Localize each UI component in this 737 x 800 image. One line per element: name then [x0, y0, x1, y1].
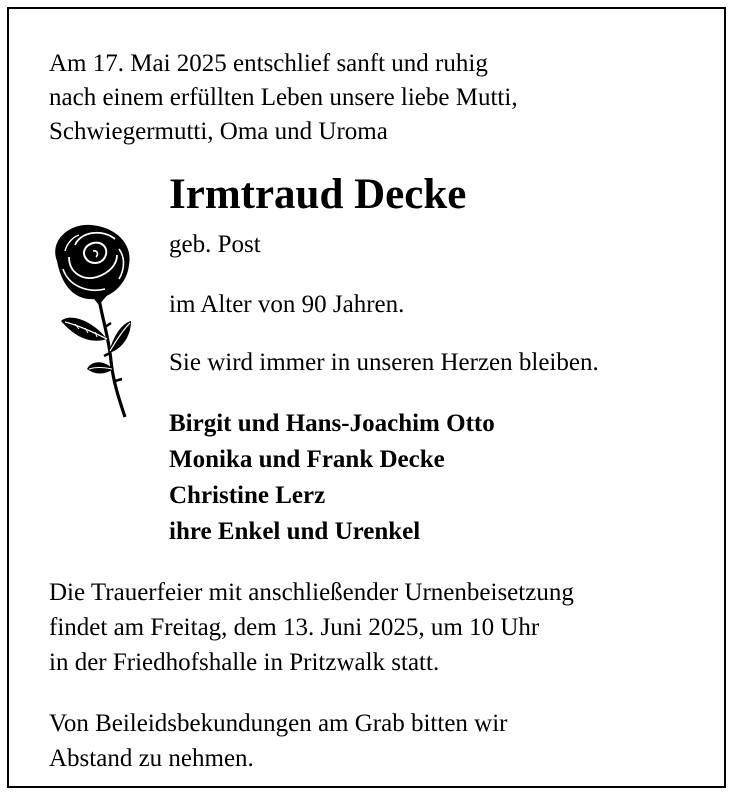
age-line: im Alter von 90 Jahren. [169, 291, 405, 318]
ceremony-line: in der Friedhofshalle in Pritzwalk statt. [49, 649, 440, 676]
ceremony-text [49, 575, 574, 680]
mourner-entry: Christine Lerz [169, 482, 326, 509]
mourner-entry: Birgit und Hans-Joachim Otto [169, 410, 495, 437]
request-text [49, 706, 507, 776]
birth-name: geb. Post [169, 231, 261, 258]
request-line: Abstand zu nehmen. [49, 745, 254, 772]
mourner-entry: Monika und Frank Decke [169, 446, 445, 473]
intro-line: Am 17. Mai 2025 entschlief sanft und ruhig [49, 50, 488, 77]
memorial-quote: Sie wird immer in unseren Herzen bleiben. [169, 349, 599, 376]
mourner-entry: ihre Enkel und Urenkel [169, 518, 421, 545]
intro-text [49, 47, 518, 149]
mourners-list [169, 406, 495, 550]
obituary-frame [7, 7, 726, 788]
ceremony-line: findet am Freitag, dem 13. Juni 2025, um 10 Uhr [49, 614, 540, 641]
intro-line: nach einem erfüllten Leben unsere liebe Mutti, [49, 84, 518, 111]
deceased-name: Irmtraud Decke [169, 171, 467, 218]
ceremony-line: Die Trauerfeier mit anschließender Urnenbeisetzung [49, 579, 574, 606]
request-line: Von Beileidsbekundungen am Grab bitten wir [49, 710, 508, 737]
rose-icon [39, 221, 141, 419]
intro-line: Schwiegermutti, Oma und Uroma [49, 118, 388, 145]
